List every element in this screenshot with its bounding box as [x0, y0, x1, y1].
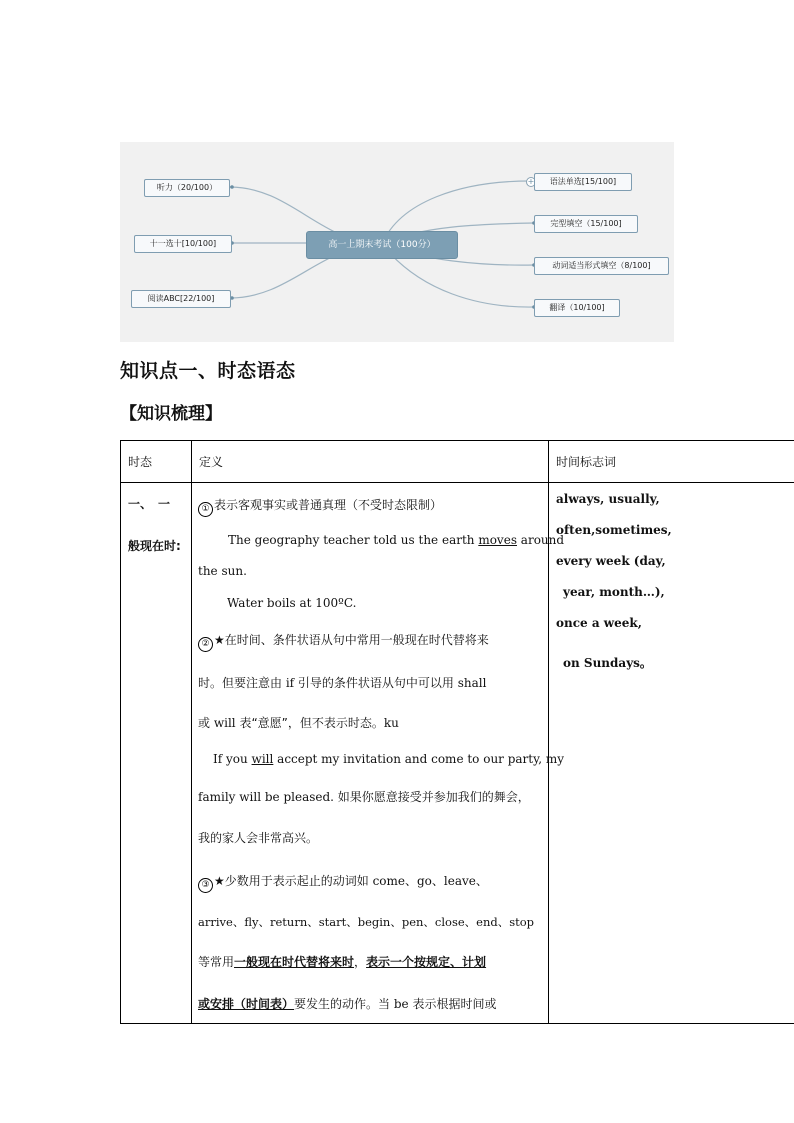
keyword-line-6: on Sundays。 [563, 656, 652, 670]
example-3 [213, 752, 564, 766]
def-rule-3-verbs-line: arrive、fly、return、start、begin、pen、close、end、stop [198, 915, 535, 929]
rule2-l3-c: 表“意愿”，但不表示时态。 [235, 716, 384, 730]
keyword-line-1: always, usually, [556, 492, 660, 506]
header-definition: 定义 [199, 455, 224, 469]
def-rule-1 [198, 496, 442, 517]
rule2-l3-ku: ku [383, 716, 399, 730]
def-rule-1-text: 表示客观事实或普通真理（不受时态限制） [214, 498, 443, 512]
rule2-l2-if: if [285, 676, 295, 690]
rule2-l3-will: will [213, 716, 236, 730]
def-rule-2-text: ★在时间、条件状语从句中常用一般现在时代替将来 [214, 633, 489, 647]
circled-number-3: ③ [198, 878, 213, 893]
example-1-underlined: moves [478, 533, 517, 547]
tense-label-line2: 般现在时: [128, 539, 181, 553]
table-col-divider-1 [191, 440, 192, 1024]
def-rule-3 [198, 872, 488, 893]
section-title: 知识点一、时态语态 [120, 360, 296, 382]
example-1-cont: the sun. [198, 564, 247, 578]
expand-plus-icon[interactable]: + [527, 177, 535, 186]
table-border-top [120, 440, 794, 441]
circled-number-2: ② [198, 637, 213, 652]
rule3-l3-a: 等常用 [198, 955, 235, 969]
rule3-l4-be: be [393, 997, 409, 1011]
def-rule-3-text: ★少数用于表示起止的动词如 [214, 874, 373, 888]
keyword-line-2: often,sometimes, [556, 523, 672, 537]
keyword-line-4: year, month…), [563, 585, 665, 599]
table-border-left [120, 440, 121, 1024]
keyword-line-5: once a week, [556, 616, 642, 630]
table-border-bottom [120, 1023, 794, 1024]
rule2-l2-a: 时。但要注意由 [198, 676, 286, 690]
rule3-l3-emph2: 表示一个按规定、计划 [366, 955, 487, 969]
mind-map-node-translation[interactable]: 翻译（10/100] [534, 299, 620, 317]
circled-number-1: ① [198, 502, 213, 517]
example-3-underlined: will [251, 752, 274, 766]
example-3-a: If you [213, 752, 252, 766]
def-rule-3-line4 [198, 995, 496, 1012]
rule2-l2-shall: shall [457, 676, 487, 690]
def-rule-2-line3 [198, 714, 399, 731]
rule2-l2-c: 引导的条件状语从句中可以用 [294, 676, 458, 690]
def-rule-2 [198, 631, 489, 652]
rule3-l4-d: 表示根据时间或 [408, 997, 497, 1011]
table-col-divider-2 [548, 440, 549, 1024]
rule3-l4-emph: 或安排（时间表） [198, 997, 295, 1011]
mind-map-node-listening[interactable]: 听力（20/100） [144, 179, 230, 197]
example-3-cont-zh: 如果你愿意接受并参加我们的舞会， [333, 790, 530, 804]
header-tense: 时态 [128, 455, 153, 469]
mind-map-node-grammar[interactable]: 语法单选[15/100] [534, 173, 632, 191]
mind-map-node-cloze[interactable]: 完型填空（15/100] [534, 215, 638, 233]
def-rule-3-verbs: come、go、leave、 [372, 874, 488, 888]
mind-map-node-reading[interactable]: 阅读ABC[22/100] [131, 290, 231, 308]
example-2: Water boils at 100ºC. [227, 596, 357, 610]
mind-map-center-node[interactable]: 高一上期末考试（100分） [306, 231, 458, 259]
mind-map-node-verb-form[interactable]: 动词适当形式填空（8/100] [534, 257, 669, 275]
rule3-l3-comma: ， [354, 955, 367, 969]
example-3-b: accept my invitation and come to our party, my [273, 752, 565, 766]
example-1-text: The geography teacher told us the earth [228, 533, 479, 547]
def-rule-2-line2 [198, 674, 486, 691]
tense-table [120, 440, 794, 1024]
rule3-l4-b: 要发生的动作。当 [294, 997, 394, 1011]
mind-map [120, 142, 674, 342]
example-3-cont-en: family will be pleased. [198, 790, 334, 804]
keyword-line-3: every week (day, [556, 554, 666, 568]
example-3-translation: 我的家人会非常高兴。 [198, 831, 319, 845]
example-3-cont [198, 788, 530, 805]
tense-label-line1: 一、 一 [128, 497, 171, 511]
example-1 [228, 533, 564, 547]
mind-map-node-seven-choice[interactable]: 十一选十[10/100] [134, 235, 232, 253]
table-header-divider [120, 482, 794, 483]
header-time-markers: 时间标志词 [556, 455, 617, 469]
sub-title: 【知识梳理】 [120, 404, 222, 424]
def-rule-3-line3 [198, 953, 486, 970]
rule2-l3-a: 或 [198, 716, 214, 730]
rule3-l3-emph1: 一般现在时代替将来时 [234, 955, 355, 969]
example-1-tail: around [516, 533, 565, 547]
